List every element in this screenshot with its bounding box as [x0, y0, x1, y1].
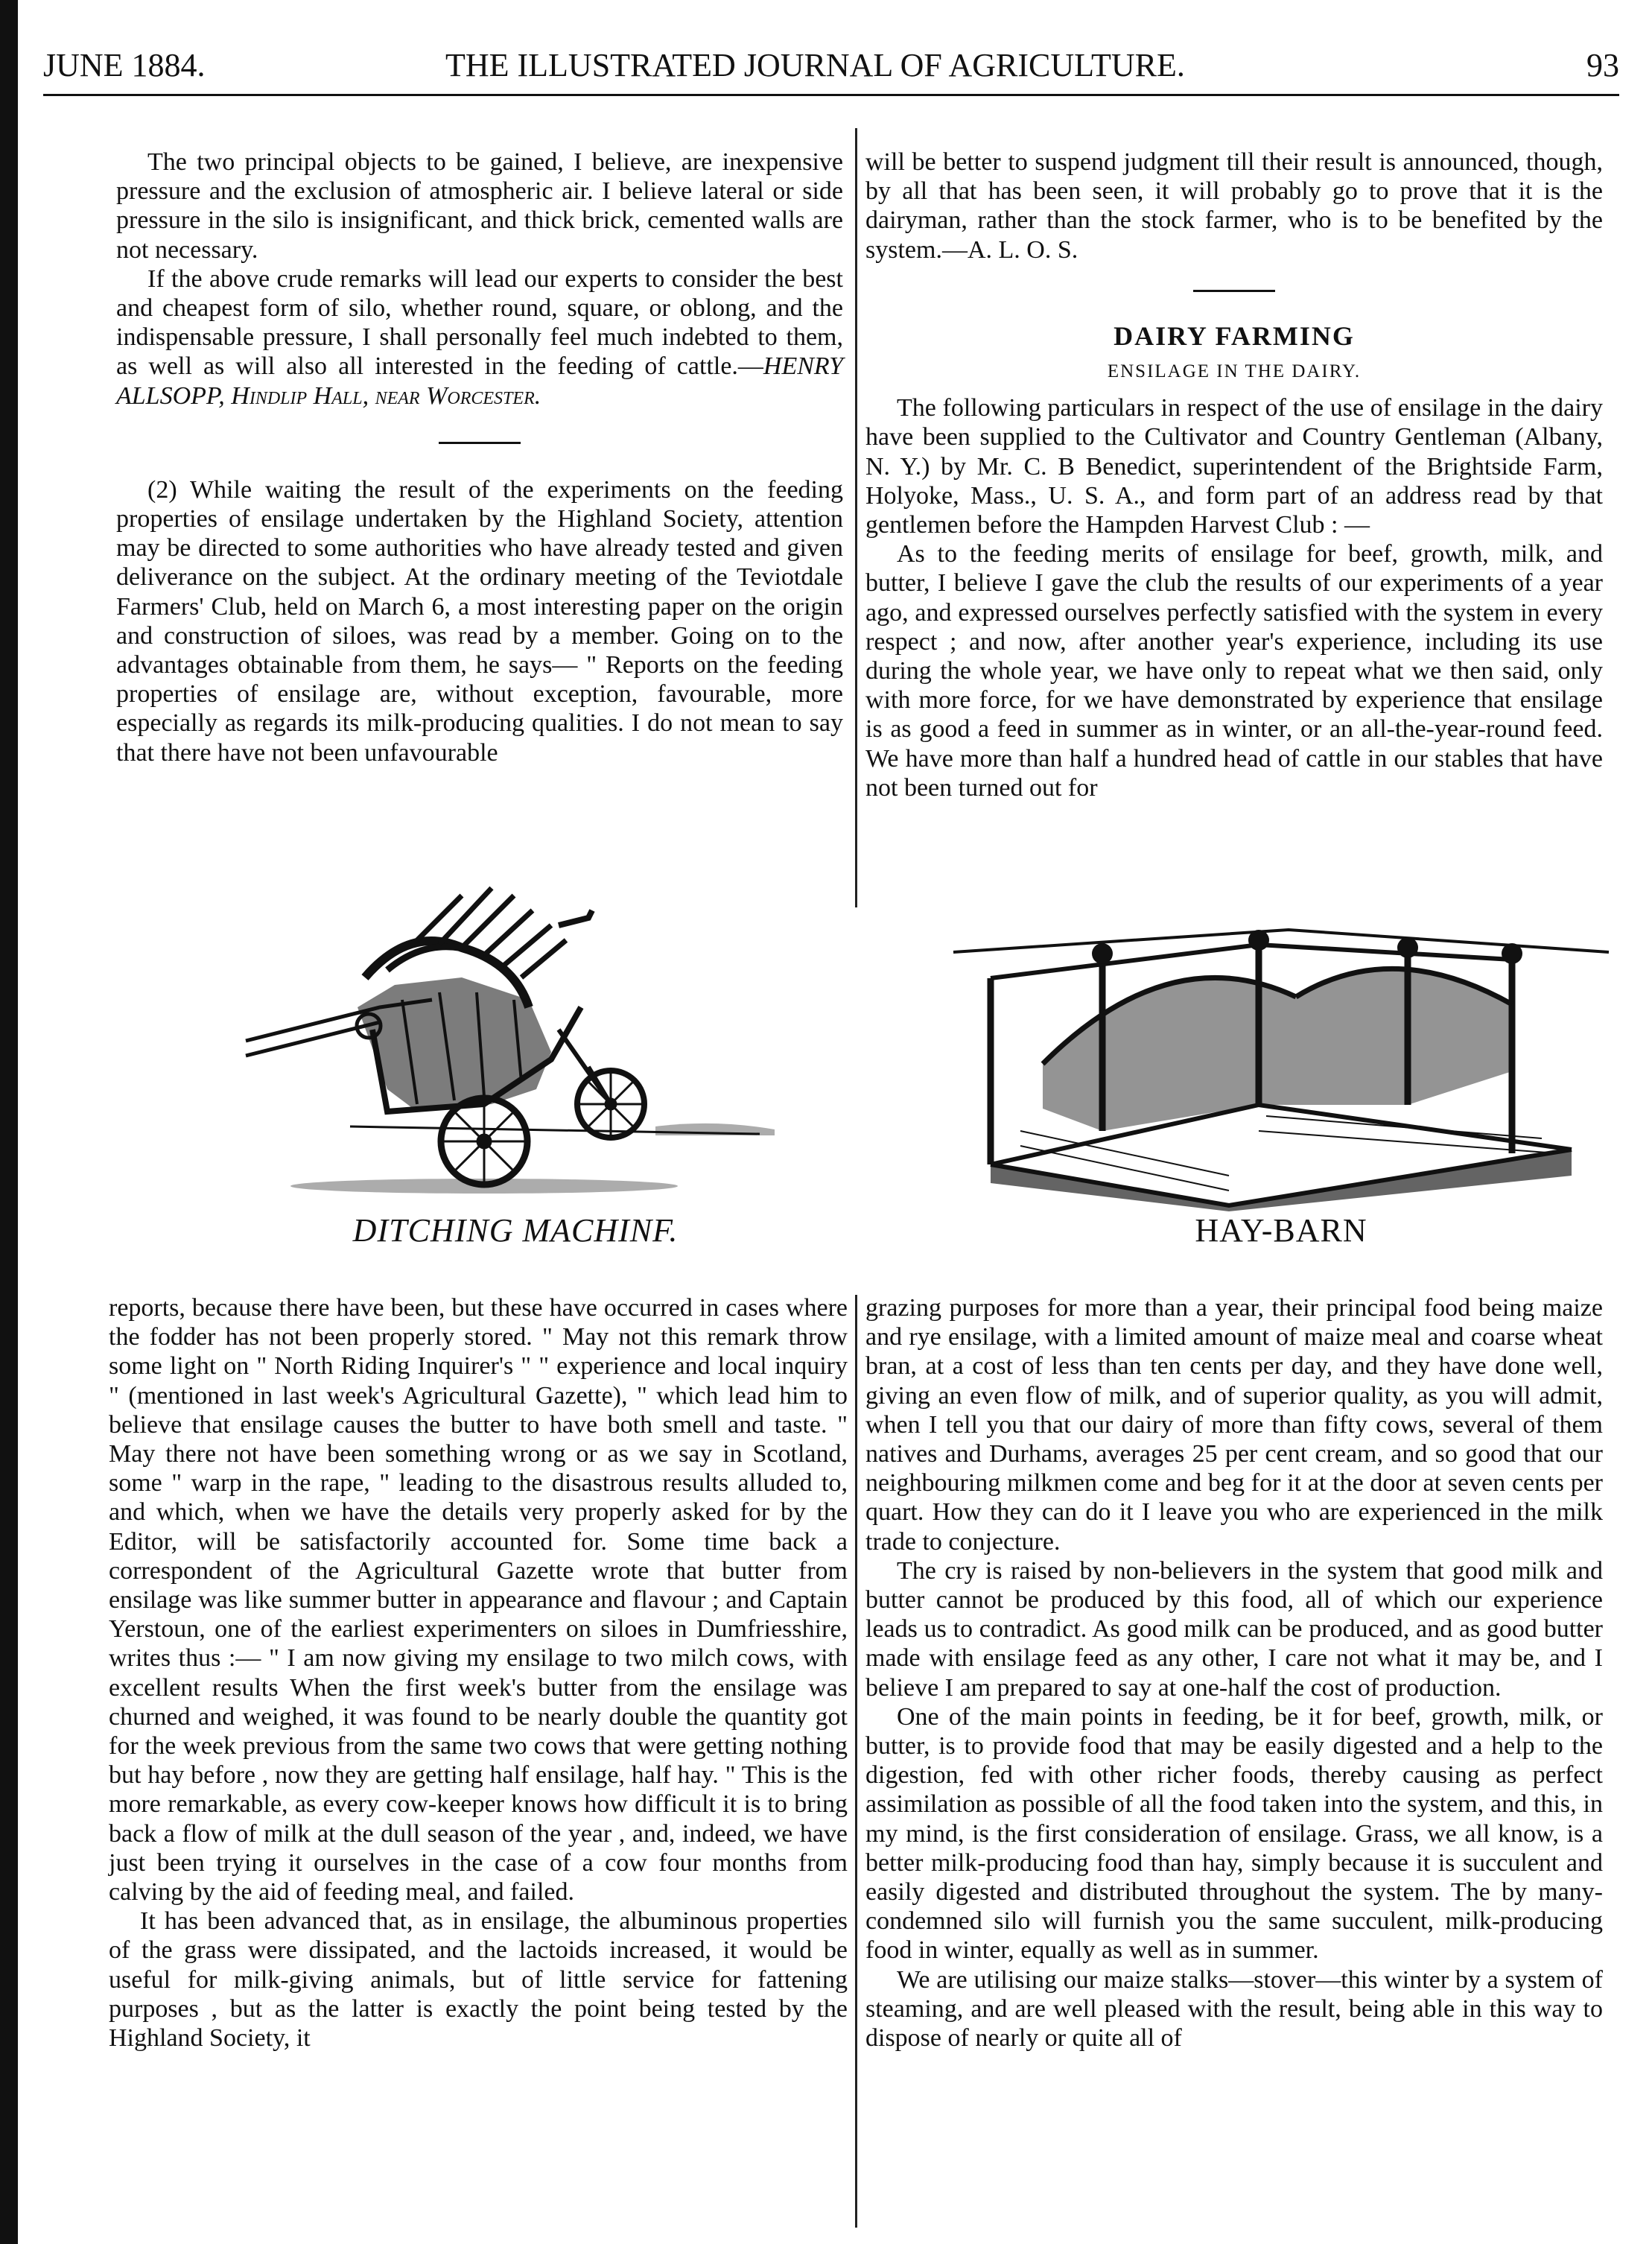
left-column-bottom [109, 1293, 848, 2053]
page-number: 93 [1586, 47, 1619, 83]
paragraph: The two principal objects to be gained, I believe, are inexpensive pressure and the exclusion of atmospheric air. I believe lateral or side pressure in the silo is insignificant, and thick brick, cemented walls are not necessary. [116, 148, 843, 264]
right-column-bottom [865, 1293, 1603, 2053]
signature: HENRY ALLSOPP, Hindlip Hall, near Worcester. [116, 352, 843, 410]
ditching-machine-illustration [238, 881, 790, 1194]
right-column-top [865, 148, 1603, 802]
paragraph: The cry is raised by non-believers in the system that good milk and butter cannot be produced by this food, all of which our experience leads us to contradict. As good milk can be produced, and as good butter made with ensilage feed as any other, I care not what it may be, and I believe I am prepared to say at one-half the cost of production. [865, 1556, 1603, 1702]
paragraph: will be better to suspend judgment till their result is announced, though, by all that has been seen, it will probably go to prove that it is the dairyman, rather than the stock farmer, who is to be benefited by the system.—A. L. O. S. [865, 148, 1603, 264]
paragraph: The following particulars in respect of the use of ensilage in the dairy have been supplied to the Cultivator and Country Gentleman (Albany, N. Y.) by Mr. C. B Benedict, superintendent of the Brightside Farm, Holyoke, Mass., U. S. A., and form part of an address read by that gentlemen before the Hampden Harvest Club : — [865, 394, 1603, 539]
paragraph: As to the feeding merits of ensilage for beef, growth, milk, and butter, I believe I gave the club the results of our experiments of a year ago, and expressed ourselves perfectly satisfied with the system in every respect ; and now, after another year's experience, including its use during the whole year, we have only to repeat what we then said, only with more force, for we have demonstrated by experience that ensilage is as good a feed in summer as in winter, or an all-the-year-round feed. We have more than half a hundred head of cattle in our stables that have not been turned out for [865, 540, 1603, 802]
hay-barn-caption: HAY-BARN [1195, 1212, 1367, 1249]
paragraph [116, 264, 843, 411]
paragraph: One of the main points in feeding, be it for beef, growth, milk, or butter, is to provide food that may be easily digested and a help to the digestion, fed with other richer foods, thereby causing as perfect assimilation as possible of all the food taken into the system, and this, in my mind, is the first consideration of ensilage. Grass, we all know, is a better milk-producing food than hay, simply because it is succulent and easily digested and distributed throughout the system. The by many-condemned silo will furnish you the same succulent, milk-producing food in winter, equally as well as in summer. [865, 1702, 1603, 1965]
section-rule [439, 442, 521, 444]
header-date: JUNE 1884. [43, 47, 206, 83]
section-rule [1193, 290, 1275, 292]
paragraph: It has been advanced that, as in ensilage, the albuminous properties of the grass were dissipated, and the lactoids increased, it would be useful for milk-giving animals, but of little service for fattening purposes , but as the latter is exactly the point being tested by the Highland Society, it [109, 1907, 848, 2053]
paragraph: (2) While waiting the result of the experiments on the feeding properties of ensilage undertaken by the Highland Society, attention may be directed to some authorities who have already tested and given deliverance on the subject. At the ordinary meeting of the Teviotdale Farmers' Club, held on March 6, a most interesting paper on the origin and construction of siloes, was read by a member. Going on to the advantages obtainable from them, he says— " Reports on the feeding properties of ensilage are, without exception, favourable, more especially as regards its milk-producing qualities. I do not mean to say that there have not been unfavourable [116, 475, 843, 767]
paragraph: We are utilising our maize stalks—stover—this winter by a system of steaming, and are well pleased with the result, being able in this way to dispose of nearly or quite all of [865, 1965, 1603, 2053]
column-divider-top [855, 128, 857, 907]
paragraph-text: If the above crude remarks will lead our experts to consider the best and cheapest form of silo, whether round, square, or oblong, and the indispensable pressure, I shall personally feel much indebted to them, as well as will also all interested in the feeding of cattle.— [116, 264, 843, 381]
page-edge-shadow [0, 0, 18, 2244]
column-divider-bottom [855, 1295, 857, 2228]
hay-barn-illustration [946, 907, 1616, 1213]
left-column-top [116, 148, 843, 767]
header-rule [43, 94, 1619, 96]
paragraph: grazing purposes for more than a year, their principal food being maize and rye ensilage, with a limited amount of maize meal and coarse wheat bran, at a cost of less than ten cents per day, and they have done well, giving an even flow of milk, and of superior quality, as you will admit, when I tell you that our dairy of more than fifty cows, several of them natives and Durhams, averages 25 per cent cream, and so good that our neighbouring milkmen come and beg for it at the door at seven cents per quart. How they can do it I leave you who are experienced in the milk trade to conjecture. [865, 1294, 1603, 1556]
journal-title: THE ILLUSTRATED JOURNAL OF AGRICULTURE. [445, 47, 1185, 83]
article-heading: DAIRY FARMING [1113, 320, 1355, 351]
article-subheading: ENSILAGE IN THE DAIRY. [1107, 361, 1362, 382]
paragraph: reports, because there have been, but these have occurred in cases where the fodder has not been properly stored. " May not this remark throw some light on " North Riding Inquirer's " " experience and local inquiry " (mentioned in last week's Agricultural Gazette), " which lead him to believe that ensilage causes the butter to have both smell and taste. " May there not have been something wrong or as we say in Scotland, some " warp in the rape, " leading to the disastrous results alluded to, and which, when we have the details very properly asked for by the Editor, will be satisfactorily accounted for. Some time back a correspondent of the Agricultural Gazette wrote that butter from ensilage was like summer butter in appearance and flavour ; and Captain Yerstoun, one of the earliest experimenters on siloes in Dumfriesshire, writes thus :— " I am now giving my ensilage to two milch cows, with excellent results When the first week's butter from the ensilage was churned and weighed, it was found to be nearly double the quantity got for the week previous from the same two cows that were getting nothing but hay before , now they are getting half ensilage, half hay. " This is the more remarkable, as every cow-keeper knows how difficult it is to bring back a flow of milk at the dull season of the year , and, indeed, we have just been trying it ourselves in the case of a cow four months from calving by the aid of feeding meal, and failed. [109, 1294, 848, 1907]
ditching-machine-caption: DITCHING MACHINF. [352, 1212, 679, 1249]
